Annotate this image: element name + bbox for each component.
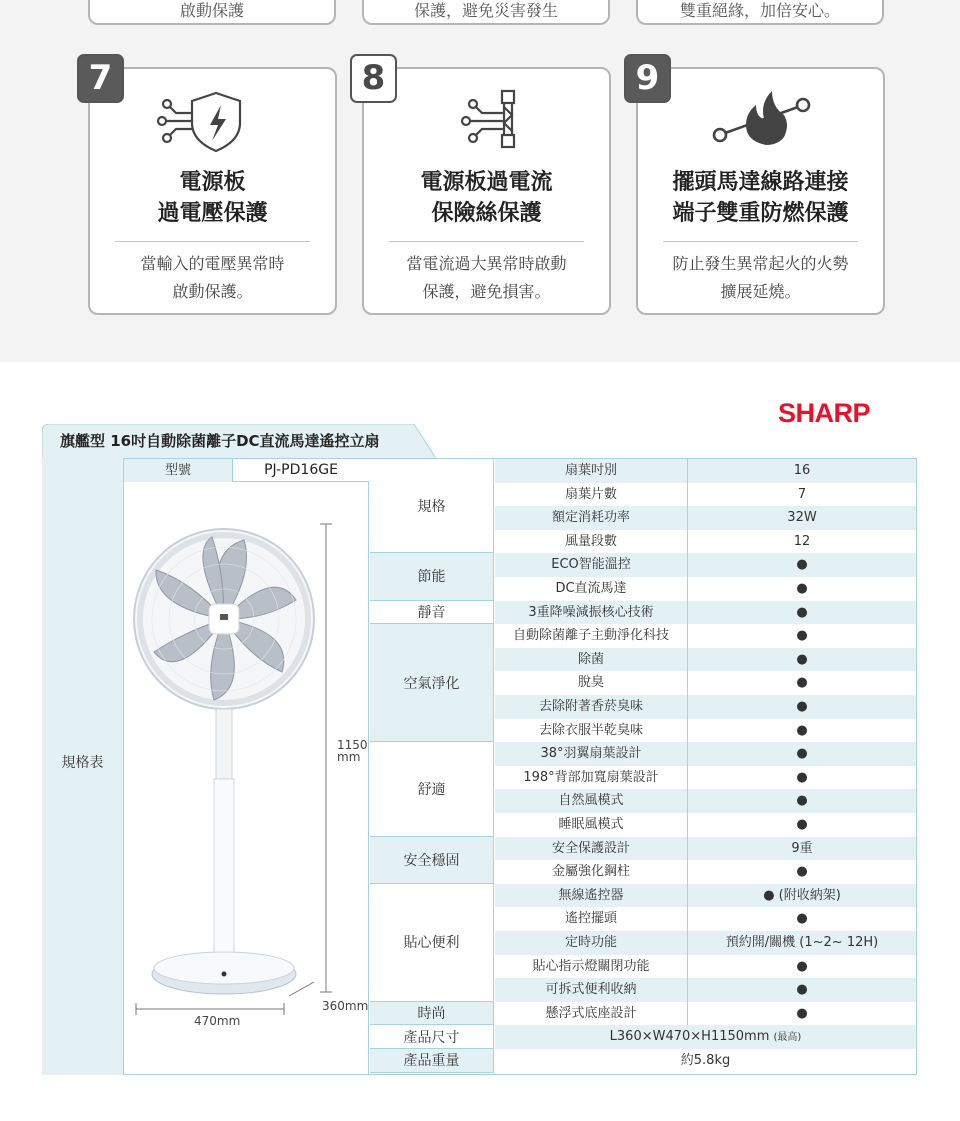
spec-value-text: 預約開/關機 (1~2~ 12H): [725, 935, 879, 950]
spec-row: [495, 1002, 916, 1026]
width-dimension: 470mm: [194, 1014, 241, 1028]
spec-row: [495, 907, 916, 931]
spec-value: [688, 789, 916, 813]
spec-value: [688, 601, 916, 625]
spec-value: [688, 695, 916, 719]
spec-value: [688, 719, 916, 743]
spec-value-text: ●: [796, 557, 808, 573]
spec-value-text: ●: [796, 675, 808, 691]
spec-row: [495, 601, 916, 625]
spec-feature: 3重降噪減振核心技術: [495, 601, 688, 625]
divider: [663, 241, 858, 242]
feature-card-7: [88, 67, 337, 315]
spec-row: [495, 577, 916, 601]
spec-row: [495, 530, 916, 554]
spec-value-text: ●: [796, 722, 808, 738]
spec-feature: 風量段數: [495, 530, 688, 554]
spec-value: [688, 483, 916, 507]
model-key: 型號: [124, 459, 232, 482]
fan-product-image: [124, 482, 369, 1075]
spec-value-text: 7: [797, 486, 807, 502]
feature-number-badge: 8: [350, 54, 397, 103]
height-dimension: 1150 mm: [337, 738, 368, 764]
spec-row: [495, 553, 916, 577]
spec-value-text: ●: [796, 1005, 808, 1021]
feature-description: 防止發生異常起火的火勢 擴展延燒。: [672, 254, 849, 301]
feature-card-9: [636, 67, 885, 315]
spec-value-text: 32W: [787, 510, 817, 526]
spec-value: [688, 577, 916, 601]
spec-category: 安全穩固: [370, 837, 494, 884]
spec-value-text: ●: [796, 769, 808, 785]
spec-category: 節能: [370, 553, 494, 600]
spec-row: [495, 860, 916, 884]
spec-row: [495, 671, 916, 695]
spec-value: [688, 459, 916, 483]
spec-title: 旗艦型 16吋自動除菌離子DC直流馬達遙控立扇: [60, 432, 380, 450]
spec-value: [688, 837, 916, 861]
feature-card-prev-2: [362, 0, 610, 25]
spec-feature: 懸浮式底座設計: [495, 1002, 688, 1026]
flame-wire-icon: [638, 83, 887, 153]
spec-row: [495, 955, 916, 979]
spec-label-column: [42, 458, 124, 1075]
size-value: L360×W470×H1150mm: [609, 1029, 770, 1045]
spec-value-text: 9重: [791, 840, 813, 856]
spec-row: [495, 624, 916, 648]
divider: [115, 241, 310, 242]
spec-category: 時尚: [370, 1002, 494, 1026]
spec-feature: 去除衣服半乾臭味: [495, 719, 688, 743]
divider: [389, 241, 584, 242]
spec-value-text: ●: [796, 699, 808, 714]
feature-description: 當電流過大異常時啟動 保護，避免損害。: [406, 254, 567, 301]
spec-value: [688, 1002, 916, 1026]
weight-value: 約5.8kg: [680, 1053, 731, 1068]
spec-category: 規格: [370, 459, 494, 553]
spec-feature: 可拆式便利收納: [495, 978, 688, 1002]
spec-feature: 額定消耗功率: [495, 506, 688, 530]
spec-row: [495, 931, 916, 955]
spec-feature: 自動除菌離子主動淨化科技: [495, 624, 688, 648]
spec-feature: DC直流馬達: [495, 577, 688, 601]
brand-logo: [778, 397, 918, 429]
spec-row: [495, 719, 916, 743]
spec-feature: 遙控擺頭: [495, 907, 688, 931]
spec-value: [688, 742, 916, 766]
feature-card-8: [362, 67, 611, 315]
spec-feature: 脫臭: [495, 671, 688, 695]
spec-category: 產品尺寸: [370, 1025, 494, 1049]
spec-feature: 扇葉片數: [495, 483, 688, 507]
spec-feature: 安全保護設計: [495, 837, 688, 861]
spec-value: [688, 884, 916, 908]
spec-value-text: ●: [796, 604, 808, 620]
spec-value: [688, 907, 916, 931]
size-note: (最高): [773, 1032, 802, 1044]
feature-number-badge: 7: [77, 54, 124, 103]
feature-card-prev-text: 啟動保護: [179, 1, 244, 20]
spec-feature: 去除附著香菸臭味: [495, 695, 688, 719]
feature-card-prev-1: [88, 0, 336, 25]
spec-value-text: ●: [796, 958, 808, 974]
spec-value-text: ● (附收納架): [763, 887, 841, 903]
spec-feature: 金屬強化鋼柱: [495, 860, 688, 884]
spec-value-text: ●: [796, 911, 808, 927]
spec-row: [495, 483, 916, 507]
spec-feature: 198°背部加寬扇葉設計: [495, 766, 688, 790]
feature-number-badge: 9: [624, 54, 671, 103]
spec-row: [495, 978, 916, 1002]
spec-feature: 無線遙控器: [495, 884, 688, 908]
spec-feature: 38°羽翼扇葉設計: [495, 742, 688, 766]
spec-row: [495, 884, 916, 908]
spec-value: [688, 648, 916, 672]
spec-label: 規格表: [61, 755, 104, 771]
weight-row: [495, 1049, 916, 1073]
feature-title: 電源板過電流 保險絲保護: [420, 170, 553, 226]
spec-row: [495, 506, 916, 530]
svg-text:SHARP: SHARP: [778, 398, 871, 428]
spec-category: 舒適: [370, 742, 494, 836]
feature-card-prev-text: 保護，避免災害發生: [413, 1, 558, 20]
spec-row: [495, 648, 916, 672]
spec-row: [495, 813, 916, 837]
size-row: [495, 1025, 916, 1049]
spec-value: [688, 530, 916, 554]
spec-value: [688, 978, 916, 1002]
model-value: PJ-PD16GE: [232, 459, 369, 482]
spec-value-text: ●: [796, 864, 808, 880]
spec-value-text: 16: [793, 463, 811, 478]
spec-category: 產品重量: [370, 1049, 494, 1073]
feature-title: 電源板 過電壓保護: [157, 170, 268, 226]
spec-value: [688, 506, 916, 530]
spec-feature: 扇葉吋別: [495, 459, 688, 483]
spec-category: 靜音: [370, 601, 494, 625]
spec-value-text: ●: [796, 793, 808, 809]
spec-value: [688, 766, 916, 790]
spec-row: [495, 695, 916, 719]
spec-value: [688, 860, 916, 884]
spec-row: [495, 742, 916, 766]
spec-feature: ECO智能溫控: [495, 553, 688, 577]
spec-feature: 自然風模式: [495, 789, 688, 813]
feature-section: [0, 0, 960, 362]
spec-category: 空氣淨化: [370, 624, 494, 742]
circuit-fuse-icon: [364, 83, 613, 153]
spec-value: [688, 813, 916, 837]
spec-value: [688, 671, 916, 695]
spec-feature: 睡眠風模式: [495, 813, 688, 837]
spec-value-text: ●: [796, 581, 808, 596]
spec-value-text: 12: [793, 533, 811, 549]
spec-value: [688, 553, 916, 577]
depth-dimension: 360mm: [322, 999, 369, 1013]
spec-value: [688, 955, 916, 979]
spec-row: [495, 837, 916, 861]
spec-value-text: ●: [796, 817, 808, 832]
circuit-shield-icon: [90, 83, 339, 153]
spec-value: [688, 624, 916, 648]
feature-title: 擺頭馬達線路連接 端子雙重防燃保護: [672, 170, 849, 226]
spec-row: [495, 459, 916, 483]
spec-value-text: ●: [796, 982, 808, 998]
spec-value-text: ●: [796, 651, 808, 667]
feature-description: 當輸入的電壓異常時 啟動保護。: [140, 254, 285, 301]
spec-row: [495, 789, 916, 813]
spec-value: [688, 931, 916, 955]
spec-feature: 定時功能: [495, 931, 688, 955]
spec-feature: 除菌: [495, 648, 688, 672]
spec-value-text: ●: [796, 628, 808, 644]
spec-feature: 貼心指示燈關閉功能: [495, 955, 688, 979]
spec-category: 貼心便利: [370, 884, 494, 1002]
feature-card-prev-3: [636, 0, 884, 25]
spec-value-text: ●: [796, 746, 808, 762]
feature-card-prev-text: 雙重絕緣，加倍安心。: [679, 1, 840, 20]
spec-row: [495, 766, 916, 790]
